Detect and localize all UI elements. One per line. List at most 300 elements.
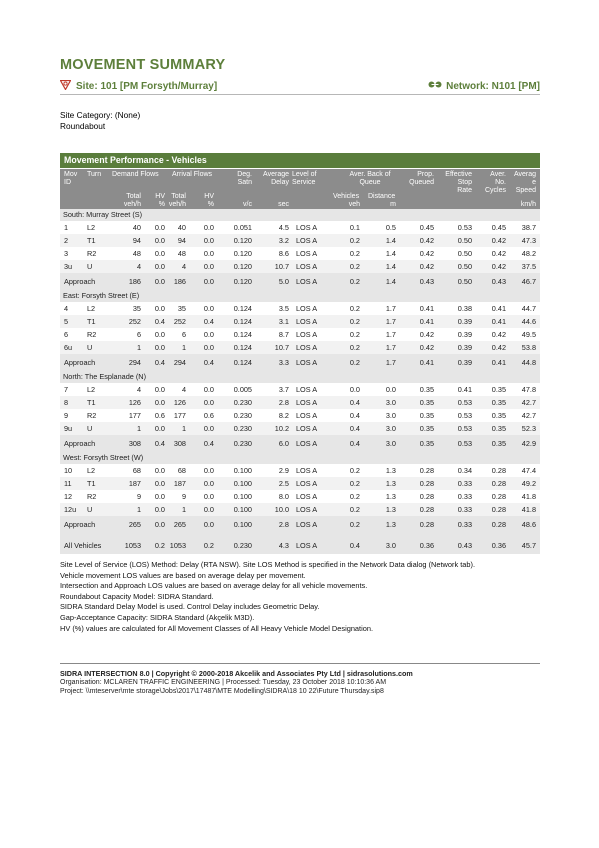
- cell-queue-distance: 0.0: [385, 385, 396, 394]
- table-row: [60, 464, 540, 477]
- site-label: Site: 101 [PM Forsyth/Murray]: [76, 81, 218, 92]
- cell-arrival-total: 186: [173, 277, 186, 286]
- cell-demand-total: 186: [128, 277, 141, 286]
- cell-mov-id: 6: [64, 330, 69, 339]
- cell-deg-satn: 0.100: [233, 479, 252, 488]
- cell-demand-total: 187: [128, 479, 141, 488]
- cell-avg-delay: 8.2: [278, 411, 289, 420]
- header-effective-stop-rate: Effective Stop Rate: [445, 171, 472, 194]
- cell-queue-distance: 1.3: [385, 479, 396, 488]
- cell-eff-stop-rate: 0.34: [457, 466, 472, 475]
- cell-queue-distance: 1.7: [385, 358, 396, 367]
- cell-queue-distance: 3.0: [385, 411, 396, 420]
- cell-avg-delay: 3.3: [278, 358, 289, 367]
- note-line: Roundabout Capacity Model: SIDRA Standard.: [60, 591, 214, 601]
- cell-los: LOS A: [296, 223, 318, 232]
- cell-los: LOS A: [296, 520, 318, 529]
- cell-eff-stop-rate: 0.43: [457, 541, 472, 550]
- unit-veh: veh: [348, 201, 360, 208]
- cell-demand-hv: 0.0: [154, 262, 165, 271]
- cell-mov-id: Approach: [64, 439, 96, 448]
- table-row: [60, 260, 540, 273]
- cell-aver-cycles: 0.28: [491, 505, 506, 514]
- table-row: [60, 234, 540, 247]
- cell-turn: U: [87, 343, 93, 352]
- note-line: HV (%) values are calculated for All Movement Classes of All Heavy Vehicle Model Designation.: [60, 623, 374, 633]
- unit-delay: sec: [278, 201, 289, 208]
- cell-prop-queued: 0.41: [419, 317, 434, 326]
- cell-queue-vehicles: 0.2: [349, 343, 360, 352]
- header-turn: Turn: [87, 171, 102, 178]
- header-hv2: HV: [204, 193, 214, 200]
- cell-mov-id: Approach: [64, 358, 96, 367]
- table-row: [60, 341, 540, 354]
- cell-queue-vehicles: 0.2: [349, 466, 360, 475]
- cell-queue-vehicles: 0.2: [349, 358, 360, 367]
- cell-queue-distance: 1.7: [385, 304, 396, 313]
- cell-demand-hv: 0.4: [154, 317, 165, 326]
- cell-queue-vehicles: 0.2: [349, 330, 360, 339]
- cell-aver-speed: 49.2: [521, 479, 536, 488]
- cell-los: LOS A: [296, 439, 318, 448]
- cell-aver-speed: 37.5: [521, 262, 536, 271]
- cell-arrival-total: 6: [181, 330, 186, 339]
- cell-avg-delay: 4.5: [278, 223, 289, 232]
- cell-avg-delay: 10.2: [274, 424, 289, 433]
- cell-queue-vehicles: 0.4: [349, 541, 360, 550]
- unit-total2: veh/h: [168, 201, 186, 208]
- cell-mov-id: 8: [64, 398, 69, 407]
- cell-deg-satn: 0.230: [233, 424, 252, 433]
- cell-aver-cycles: 0.28: [491, 466, 506, 475]
- cell-turn: R2: [87, 411, 97, 420]
- cell-los: LOS A: [296, 277, 318, 286]
- cell-los: LOS A: [296, 505, 318, 514]
- header-prop-queued: Prop. Queued: [409, 171, 434, 186]
- cell-eff-stop-rate: 0.33: [457, 505, 472, 514]
- cell-los: LOS A: [296, 304, 318, 313]
- cell-turn: T1: [87, 236, 96, 245]
- note-line: Gap-Acceptance Capacity: SIDRA Standard (Akçelik M3D).: [60, 612, 255, 622]
- cell-mov-id: 12: [64, 492, 73, 501]
- cell-avg-delay: 2.5: [278, 479, 289, 488]
- cell-demand-total: 6: [136, 330, 141, 339]
- network-icon: [428, 80, 442, 92]
- cell-eff-stop-rate: 0.53: [457, 223, 472, 232]
- header-average-speed: Averag e Speed: [513, 171, 536, 194]
- notes-section: [60, 560, 475, 634]
- cell-aver-speed: 45.7: [521, 541, 536, 550]
- cell-prop-queued: 0.35: [419, 385, 434, 394]
- site-type: Roundabout: [60, 121, 106, 131]
- cell-arrival-hv: 0.0: [203, 249, 214, 258]
- all-vehicles-row: [60, 537, 540, 554]
- cell-mov-id: 11: [64, 479, 72, 488]
- cell-arrival-hv: 0.0: [203, 505, 214, 514]
- cell-los: LOS A: [296, 411, 318, 420]
- cell-queue-distance: 1.4: [385, 236, 396, 245]
- cell-demand-total: 265: [128, 520, 141, 529]
- cell-demand-total: 1: [136, 343, 141, 352]
- cell-arrival-hv: 0.0: [203, 304, 214, 313]
- cell-queue-distance: 1.3: [385, 466, 396, 475]
- cell-deg-satn: 0.230: [233, 398, 252, 407]
- table-row: [60, 422, 540, 435]
- table-row: [60, 396, 540, 409]
- cell-queue-vehicles: 0.4: [349, 411, 360, 420]
- cell-queue-distance: 1.4: [385, 262, 396, 271]
- table-row: [60, 328, 540, 341]
- cell-queue-distance: 3.0: [385, 541, 396, 550]
- cell-aver-cycles: 0.35: [491, 385, 506, 394]
- cell-aver-cycles: 0.42: [491, 343, 506, 352]
- cell-prop-queued: 0.28: [419, 520, 434, 529]
- cell-queue-distance: 1.4: [385, 249, 396, 258]
- table-row: [60, 315, 540, 328]
- cell-mov-id: 12u: [64, 505, 77, 514]
- cell-deg-satn: 0.120: [233, 277, 252, 286]
- cell-avg-delay: 5.0: [278, 277, 289, 286]
- cell-queue-distance: 3.0: [385, 424, 396, 433]
- cell-los: LOS A: [296, 236, 318, 245]
- unit-hv1: %: [158, 201, 165, 208]
- cell-demand-total: 1: [136, 424, 141, 433]
- cell-avg-delay: 8.0: [278, 492, 289, 501]
- cell-mov-id: 3: [64, 249, 69, 258]
- site-info: [60, 110, 140, 132]
- cell-demand-hv: 0.0: [154, 223, 165, 232]
- cell-aver-cycles: 0.42: [491, 236, 506, 245]
- header-mov-id: Mov ID: [64, 171, 78, 186]
- footer-copyright: SIDRA INTERSECTION 8.0 | Copyright © 2000-2018 Akcelik and Associates Pty Ltd | sidrasolutions.com: [60, 669, 413, 678]
- table-row: [60, 221, 540, 234]
- cell-mov-id: 7: [64, 385, 69, 394]
- cell-demand-hv: 0.0: [154, 277, 165, 286]
- cell-arrival-total: 177: [173, 411, 186, 420]
- cell-aver-cycles: 0.28: [491, 492, 506, 501]
- cell-aver-speed: 47.4: [521, 466, 536, 475]
- cell-los: LOS A: [296, 317, 318, 326]
- cell-turn: L2: [87, 304, 96, 313]
- unit-hv2: %: [207, 201, 214, 208]
- cell-queue-distance: 1.7: [385, 343, 396, 352]
- cell-demand-hv: 0.0: [154, 505, 165, 514]
- cell-arrival-hv: 0.0: [203, 330, 214, 339]
- cell-arrival-total: 4: [181, 385, 186, 394]
- cell-arrival-hv: 0.4: [203, 317, 214, 326]
- footer-project: Project: \\mteserver\mte storage\Jobs\2017\17487\MTE Modelling\SIDRA\18 10 22\Future Thursday.sip8: [60, 688, 384, 695]
- site-header-row: [60, 78, 540, 95]
- cell-turn: T1: [87, 398, 96, 407]
- header-back-of-queue: Aver. Back of Queue: [349, 171, 391, 186]
- header-total1: Total: [126, 193, 141, 200]
- cell-avg-delay: 3.1: [278, 317, 289, 326]
- cell-prop-queued: 0.28: [419, 492, 434, 501]
- cell-arrival-total: 252: [173, 317, 186, 326]
- cell-aver-cycles: 0.41: [491, 304, 506, 313]
- cell-aver-cycles: 0.42: [491, 249, 506, 258]
- network-label-group: [428, 80, 540, 92]
- header-distance: Distance: [368, 193, 396, 200]
- cell-aver-cycles: 0.41: [491, 358, 506, 367]
- cell-prop-queued: 0.41: [419, 358, 434, 367]
- cell-deg-satn: 0.124: [233, 317, 252, 326]
- cell-aver-cycles: 0.35: [491, 439, 506, 448]
- cell-prop-queued: 0.35: [419, 398, 434, 407]
- cell-arrival-total: 4: [181, 262, 186, 271]
- cell-los: LOS A: [296, 466, 318, 475]
- cell-queue-vehicles: 0.2: [349, 304, 360, 313]
- cell-queue-distance: 3.0: [385, 398, 396, 407]
- table-row: [60, 477, 540, 490]
- unit-speed: km/h: [520, 201, 536, 208]
- cell-aver-speed: 47.3: [521, 236, 536, 245]
- cell-mov-id: 6u: [64, 343, 73, 352]
- cell-eff-stop-rate: 0.50: [457, 277, 472, 286]
- group-header: West: Forsyth Street (W): [60, 452, 540, 464]
- cell-avg-delay: 3.7: [278, 385, 289, 394]
- cell-deg-satn: 0.120: [233, 236, 252, 245]
- cell-los: LOS A: [296, 385, 318, 394]
- cell-eff-stop-rate: 0.53: [457, 439, 472, 448]
- cell-aver-speed: 47.8: [521, 385, 536, 394]
- cell-arrival-total: 1053: [169, 541, 186, 550]
- cell-demand-total: 94: [132, 236, 141, 245]
- cell-los: LOS A: [296, 424, 318, 433]
- cell-avg-delay: 8.7: [278, 330, 289, 339]
- group-header: East: Forsyth Street (E): [60, 290, 540, 302]
- cell-prop-queued: 0.42: [419, 330, 434, 339]
- cell-aver-speed: 41.8: [521, 492, 536, 501]
- cell-arrival-hv: 0.0: [203, 385, 214, 394]
- cell-aver-cycles: 0.35: [491, 411, 506, 420]
- note-line: Vehicle movement LOS values are based on average delay per movement.: [60, 570, 306, 580]
- table-row: [60, 409, 540, 422]
- cell-queue-distance: 0.5: [385, 223, 396, 232]
- cell-arrival-hv: 0.2: [203, 541, 214, 550]
- cell-avg-delay: 10.7: [274, 343, 289, 352]
- cell-queue-distance: 1.4: [385, 277, 396, 286]
- cell-arrival-total: 35: [177, 304, 186, 313]
- cell-deg-satn: 0.124: [233, 304, 252, 313]
- cell-demand-hv: 0.0: [154, 330, 165, 339]
- cell-demand-total: 35: [132, 304, 141, 313]
- note-line: Site Level of Service (LOS) Method: Delay (RTA NSW). Site LOS Method is specified in the Network Data dialog (Network tab).: [60, 560, 476, 569]
- cell-deg-satn: 0.120: [233, 249, 252, 258]
- cell-avg-delay: 2.8: [278, 398, 289, 407]
- header-arrival-flows: Arrival Flows: [172, 171, 213, 178]
- footer-organisation: Organisation: MCLAREN TRAFFIC ENGINEERING | Processed: Tuesday, 23 October 2018 10:10:36 AM: [60, 679, 387, 686]
- cell-arrival-total: 265: [173, 520, 186, 529]
- unit-total1: veh/h: [123, 201, 141, 208]
- cell-arrival-hv: 0.0: [203, 520, 214, 529]
- cell-deg-satn: 0.005: [233, 385, 252, 394]
- cell-eff-stop-rate: 0.39: [457, 317, 472, 326]
- cell-eff-stop-rate: 0.33: [457, 520, 472, 529]
- cell-aver-cycles: 0.28: [491, 479, 506, 488]
- cell-demand-total: 40: [132, 223, 141, 232]
- cell-demand-hv: 0.0: [154, 424, 165, 433]
- cell-arrival-hv: 0.0: [203, 424, 214, 433]
- cell-turn: L2: [87, 385, 96, 394]
- approach-row: [60, 273, 540, 290]
- cell-eff-stop-rate: 0.33: [457, 479, 472, 488]
- cell-queue-distance: 1.7: [385, 330, 396, 339]
- cell-queue-distance: 1.7: [385, 317, 396, 326]
- cell-demand-hv: 0.0: [154, 492, 165, 501]
- cell-arrival-total: 68: [177, 466, 186, 475]
- cell-arrival-hv: 0.0: [203, 466, 214, 475]
- cell-demand-total: 68: [132, 466, 141, 475]
- cell-arrival-hv: 0.0: [203, 223, 214, 232]
- cell-demand-hv: 0.0: [154, 520, 165, 529]
- cell-queue-vehicles: 0.1: [349, 223, 360, 232]
- network-label: Network: N101 [PM]: [446, 80, 540, 92]
- cell-aver-speed: 49.5: [521, 330, 536, 339]
- header-aver-no-cycles: Aver. No. Cycles: [484, 171, 506, 194]
- cell-turn: U: [87, 505, 93, 514]
- cell-arrival-hv: 0.0: [203, 277, 214, 286]
- cell-arrival-total: 48: [177, 249, 186, 258]
- cell-aver-cycles: 0.35: [491, 424, 506, 433]
- cell-demand-total: 1053: [124, 541, 141, 550]
- cell-aver-speed: 44.8: [521, 358, 536, 367]
- cell-arrival-hv: 0.4: [203, 439, 214, 448]
- cell-arrival-hv: 0.0: [203, 492, 214, 501]
- cell-demand-hv: 0.0: [154, 385, 165, 394]
- cell-queue-vehicles: 0.2: [349, 479, 360, 488]
- cell-queue-vehicles: 0.4: [349, 439, 360, 448]
- cell-queue-distance: 1.3: [385, 505, 396, 514]
- cell-aver-cycles: 0.43: [491, 277, 506, 286]
- cell-turn: L2: [87, 466, 96, 475]
- cell-deg-satn: 0.051: [233, 223, 252, 232]
- cell-mov-id: Approach: [64, 277, 96, 286]
- cell-mov-id: 9: [64, 411, 69, 420]
- cell-mov-id: 4: [64, 304, 69, 313]
- approach-row: [60, 435, 540, 452]
- cell-aver-speed: 44.7: [521, 304, 536, 313]
- table-body: [60, 209, 540, 554]
- cell-aver-cycles: 0.41: [491, 317, 506, 326]
- header-vehicles: Vehicles: [333, 193, 360, 200]
- cell-prop-queued: 0.28: [419, 479, 434, 488]
- table-header: [60, 169, 540, 209]
- header-avg-delay: Average Delay: [263, 171, 289, 186]
- cell-arrival-hv: 0.6: [203, 411, 214, 420]
- group-header: South: Murray Street (S): [60, 209, 540, 221]
- cell-queue-vehicles: 0.2: [349, 262, 360, 271]
- cell-demand-hv: 0.4: [154, 439, 165, 448]
- cell-deg-satn: 0.230: [233, 439, 252, 448]
- note-line: SIDRA Standard Delay Model is used. Control Delay includes Geometric Delay.: [60, 602, 320, 612]
- cell-arrival-hv: 0.0: [203, 262, 214, 271]
- cell-demand-total: 48: [132, 249, 141, 258]
- cell-demand-total: 1: [136, 505, 141, 514]
- cell-aver-speed: 42.9: [521, 439, 536, 448]
- cell-queue-vehicles: 0.0: [349, 385, 360, 394]
- cell-demand-total: 308: [128, 439, 141, 448]
- cell-prop-queued: 0.45: [419, 223, 434, 232]
- cell-aver-cycles: 0.42: [491, 330, 506, 339]
- cell-prop-queued: 0.35: [419, 411, 434, 420]
- cell-turn: R2: [87, 330, 97, 339]
- cell-aver-cycles: 0.45: [491, 223, 506, 232]
- cell-demand-total: 9: [136, 492, 141, 501]
- approach-row: [60, 354, 540, 371]
- cell-arrival-total: 294: [173, 358, 186, 367]
- cell-arrival-total: 1: [181, 343, 186, 352]
- cell-eff-stop-rate: 0.38: [457, 304, 472, 313]
- cell-los: LOS A: [296, 358, 318, 367]
- cell-los: LOS A: [296, 479, 318, 488]
- cell-queue-vehicles: 0.2: [349, 520, 360, 529]
- cell-arrival-total: 187: [173, 479, 186, 488]
- cell-deg-satn: 0.230: [233, 541, 252, 550]
- cell-mov-id: 10: [64, 466, 73, 475]
- cell-aver-speed: 52.3: [521, 424, 536, 433]
- cell-los: LOS A: [296, 330, 318, 339]
- cell-eff-stop-rate: 0.50: [457, 262, 472, 271]
- table-row: [60, 302, 540, 315]
- cell-demand-total: 294: [128, 358, 141, 367]
- cell-prop-queued: 0.42: [419, 343, 434, 352]
- cell-aver-cycles: 0.35: [491, 398, 506, 407]
- header-los: Level of Service: [292, 171, 317, 186]
- cell-queue-vehicles: 0.2: [349, 317, 360, 326]
- cell-aver-speed: 42.7: [521, 398, 536, 407]
- cell-queue-vehicles: 0.2: [349, 505, 360, 514]
- cell-queue-distance: 3.0: [385, 439, 396, 448]
- cell-eff-stop-rate: 0.53: [457, 398, 472, 407]
- cell-los: LOS A: [296, 343, 318, 352]
- cell-aver-speed: 46.7: [521, 277, 536, 286]
- header-total2: Total: [171, 193, 186, 200]
- cell-aver-speed: 48.6: [521, 520, 536, 529]
- cell-aver-speed: 42.7: [521, 411, 536, 420]
- cell-aver-cycles: 0.42: [491, 262, 506, 271]
- cell-avg-delay: 3.2: [278, 236, 289, 245]
- cell-arrival-hv: 0.0: [203, 236, 214, 245]
- cell-turn: L2: [87, 223, 96, 232]
- cell-deg-satn: 0.124: [233, 343, 252, 352]
- cell-los: LOS A: [296, 398, 318, 407]
- cell-arrival-total: 308: [173, 439, 186, 448]
- cell-demand-hv: 0.0: [154, 466, 165, 475]
- note-line: Intersection and Approach LOS values are based on average delay for all vehicle movements.: [60, 581, 368, 591]
- cell-prop-queued: 0.35: [419, 424, 434, 433]
- cell-demand-total: 126: [128, 398, 141, 407]
- cell-arrival-total: 126: [173, 398, 186, 407]
- table-row: [60, 490, 540, 503]
- cell-prop-queued: 0.36: [419, 541, 434, 550]
- cell-turn: T1: [87, 317, 96, 326]
- cell-arrival-hv: 0.0: [203, 479, 214, 488]
- site-label-group: [60, 80, 217, 93]
- cell-eff-stop-rate: 0.53: [457, 424, 472, 433]
- page-title: MOVEMENT SUMMARY: [60, 57, 226, 73]
- cell-deg-satn: 0.230: [233, 411, 252, 420]
- cell-arrival-total: 40: [177, 223, 186, 232]
- footer: [60, 663, 540, 696]
- cell-arrival-total: 9: [181, 492, 186, 501]
- cell-avg-delay: 4.3: [278, 541, 289, 550]
- cell-mov-id: All Vehicles: [64, 541, 102, 550]
- cell-demand-hv: 0.0: [154, 398, 165, 407]
- cell-demand-hv: 0.4: [154, 358, 165, 367]
- group-header: North: The Esplanade (N): [60, 371, 540, 383]
- cell-demand-total: 177: [128, 411, 141, 420]
